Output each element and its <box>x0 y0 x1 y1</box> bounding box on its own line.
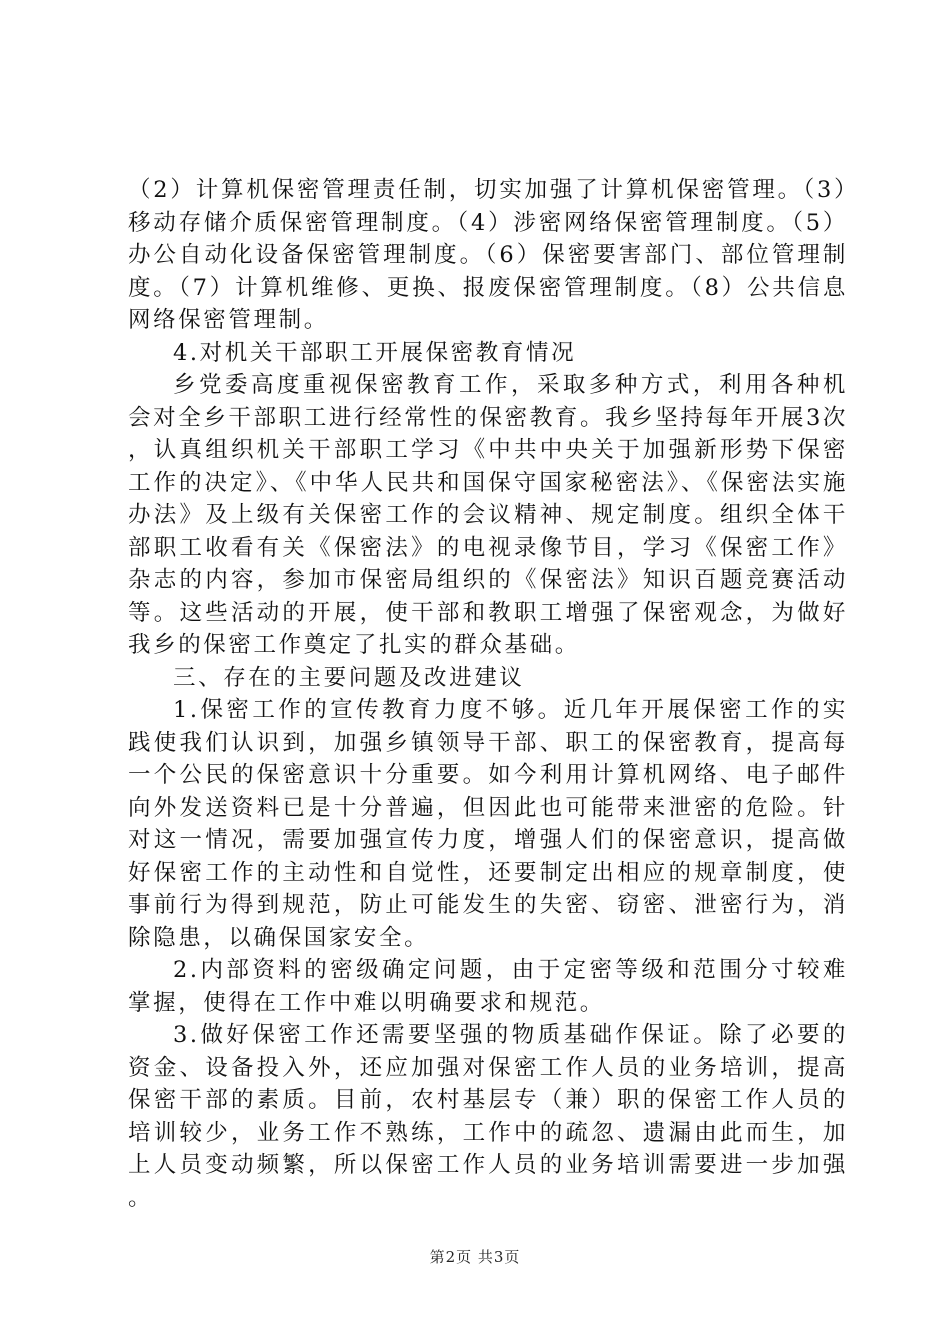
paragraph-problem-3: 3.做好保密工作还需要坚强的物质基础作保证。除了必要的资金、设备投入外，还应加强对保密工作人员的业务培训，提高保密干部的素质。目前，农村基层专（兼）职的保密工作人员的培训较少，业务工作不熟练，工作中的疏忽、遗漏由此而生，加上人员变动频繁，所以保密工作人员的业务培训需要进一步加强。 <box>128 1022 848 1211</box>
document-body <box>128 174 848 1214</box>
section-heading-education: 4.对机关干部职工开展保密教育情况 <box>173 339 577 366</box>
paragraph-problem-2: 2.内部资料的密级确定问题，由于定密等级和范围分寸较难掌握，使得在工作中难以明确要求和规范。 <box>128 957 848 1016</box>
page-number: 第2页 共3页 <box>429 1248 521 1266</box>
paragraph-system-list: （2）计算机保密管理责任制，切实加强了计算机保密管理。（3）移动存储介质保密管理制度。（4）涉密网络保密管理制度。（5）办公自动化设备保密管理制度。（6）保密要害部门、部位管理制度。（7）计算机维修、更换、报废保密管理制度。（8）公共信息网络保密管理制。 <box>128 177 848 333</box>
paragraph-problem-1: 1.保密工作的宣传教育力度不够。近几年开展保密工作的实践使我们认识到，加强乡镇领导干部、职工的保密教育，提高每一个公民的保密意识十分重要。如今利用计算机网络、电子邮件向外发送资料已是十分普遍，但因此也可能带来泄密的危险。针对这一情况，需要加强宣传力度，增强人们的保密意识，提高做好保密工作的主动性和自觉性，还要制定出相应的规章制度，使事前行为得到规范，防止可能发生的失密、窃密、泄密行为，消除隐患，以确保国家安全。 <box>128 697 848 951</box>
section-heading-problems: 三、存在的主要问题及改进建议 <box>173 664 525 691</box>
paragraph-education: 乡党委高度重视保密教育工作，采取多种方式，利用各种机会对全乡干部职工进行经常性的保密教育。我乡坚持每年开展3次，认真组织机关干部职工学习《中共中央关于加强新形势下保密工作的决定》、《中华人民共和国保守国家秘密法》、《保密法实施办法》及上级有关保密工作的会议精神、规定制度。组织全体干部职工收看有关《保密法》的电视录像节目，学习《保密工作》杂志的内容，参加市保密局组织的《保密法》知识百题竞赛活动等。这些活动的开展，使干部和教职工增强了保密观念，为做好我乡的保密工作奠定了扎实的群众基础。 <box>128 372 848 658</box>
